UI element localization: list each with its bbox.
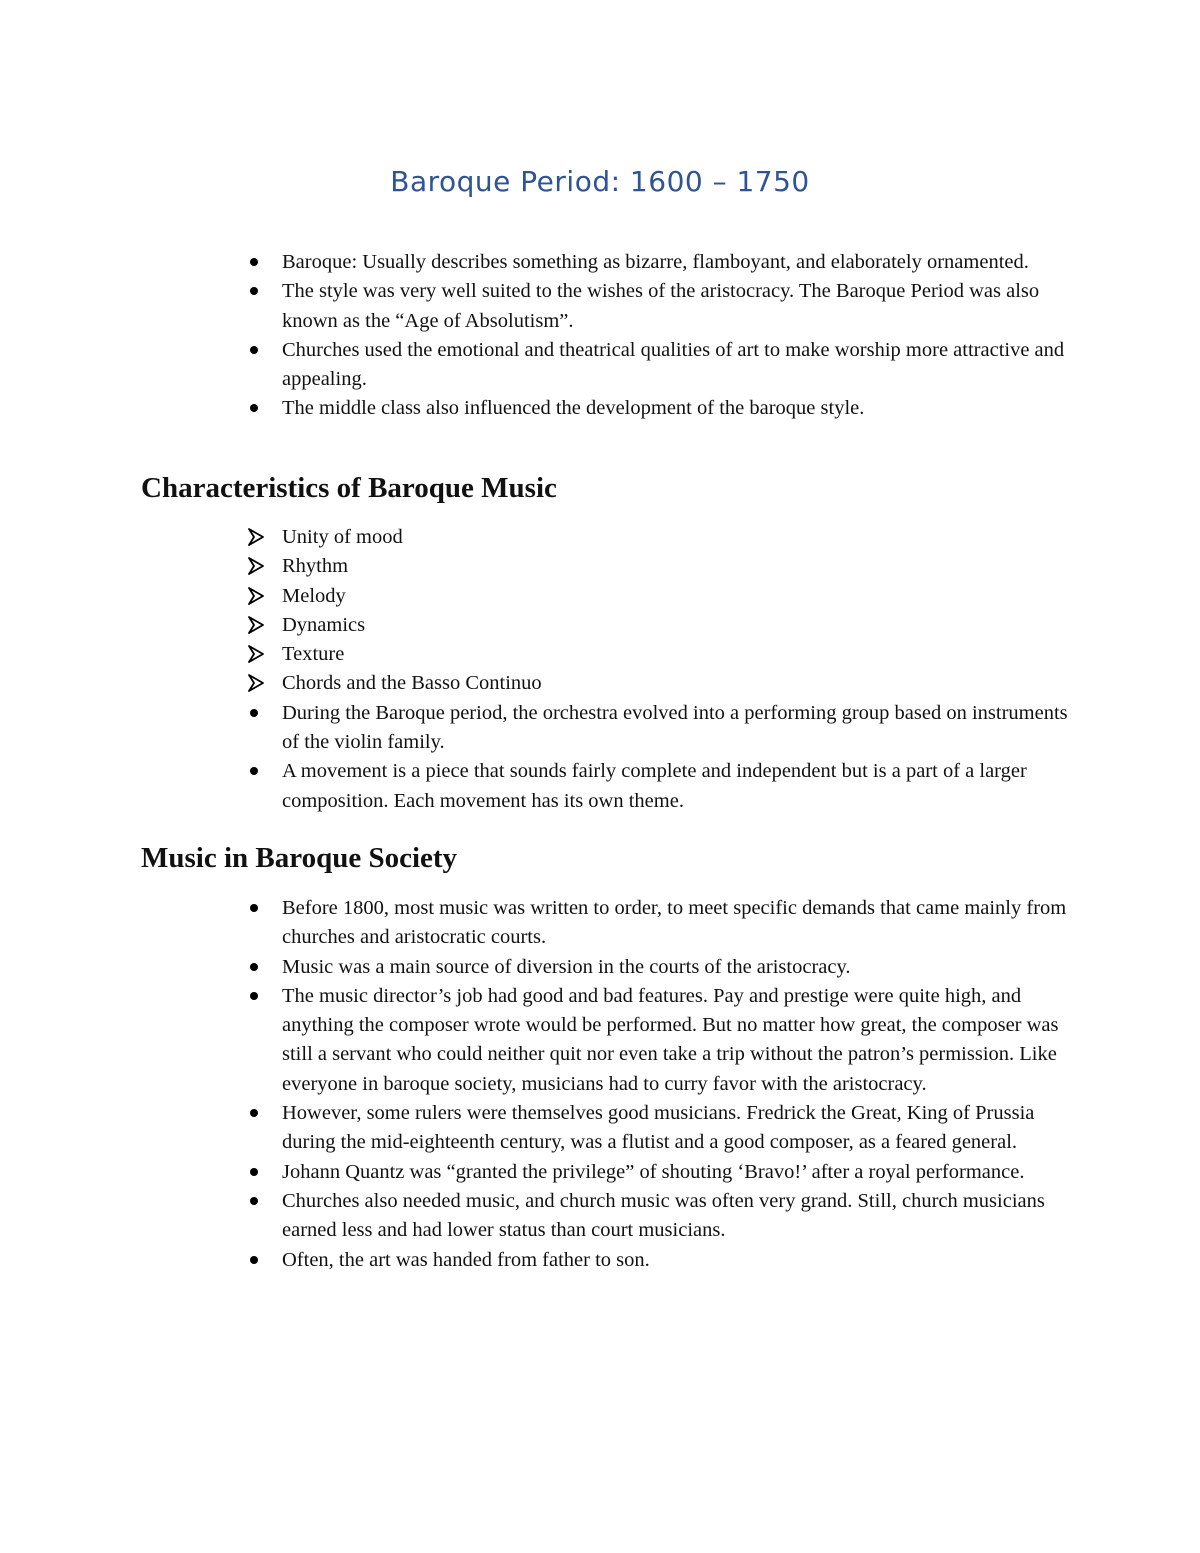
intro-list [0,248,1100,424]
bullet-icon [248,394,268,423]
list-item [0,582,1072,611]
list-item-text: Before 1800, most music was written to order, to meet specific demands that came mainly from churches and aristocratic courts. [282,897,1067,949]
list-item [0,336,1072,395]
list-item [0,640,1072,669]
arrow-bullet-icon [248,523,268,552]
list-item [0,552,1072,581]
bullet-icon [248,1187,268,1216]
list-item [0,1246,1072,1275]
list-item [0,611,1072,640]
list-item-text: Texture [282,643,345,666]
document-title: Baroque Period: 1600 – 1750 [390,165,810,198]
list-item-text: Chords and the Basso Continuo [282,672,542,695]
bullet-icon [248,953,268,982]
list-item [0,394,1072,423]
list-item [0,757,1072,816]
list-item [0,248,1072,277]
bullet-icon [248,1246,268,1275]
list-item-text: A movement is a piece that sounds fairly complete and independent but is a part of a larger composition. Each movement has its own theme. [282,760,1027,812]
list-item-text: Dynamics [282,613,366,636]
section-heading-characteristics: Characteristics of Baroque Music [141,472,557,504]
bullet-icon [248,699,268,728]
list-item-text: Churches also needed music, and church music was often very grand. Still, church musicians earned less and had lower status than court musicians. [282,1189,1045,1242]
list-item-text: The music director’s job had good and bad features. Pay and prestige were quite high, and anything the composer wrote would be performed. But no matter how great, the composer was still a servant who could neither quit nor even take a trip without the patron’s permission. Like everyone in baroque society, musicians had to curry favor with the aristocracy. [282,984,1059,1095]
arrow-bullet-icon [248,640,268,669]
characteristics-list [0,523,1100,816]
list-item [0,1187,1072,1246]
arrow-bullet-icon [248,582,268,611]
section-heading-society: Music in Baroque Society [141,842,458,874]
list-item-text: The style was very well suited to the wishes of the aristocracy. The Baroque Period was also known as the “Age of Absolutism”. [282,280,1040,332]
society-list [0,894,1100,1275]
arrow-bullet-icon [248,611,268,640]
list-item [0,894,1072,953]
bullet-icon [248,894,268,923]
arrow-bullet-icon [248,552,268,581]
list-item-text: Rhythm [282,555,349,578]
list-item-text: Churches used the emotional and theatrical qualities of art to make worship more attractive and appealing. [282,338,1065,391]
list-item [0,982,1072,1099]
list-item [0,953,1072,982]
list-item [0,1158,1072,1187]
list-item [0,277,1072,336]
bullet-icon [248,982,268,1011]
bullet-icon [248,1099,268,1128]
list-item-text: Baroque: Usually describes something as bizarre, flamboyant, and elaborately ornamented. [282,251,1029,273]
list-item-text: The middle class also influenced the development of the baroque style. [282,397,865,420]
bullet-icon [248,1158,268,1187]
bullet-icon [248,248,268,277]
list-item-text: However, some rulers were themselves good musicians. Fredrick the Great, King of Prussia during the mid-eighteenth century, was a flutist and a good composer, as a feared general. [282,1102,1035,1154]
arrow-bullet-icon [248,669,268,698]
list-item [0,699,1072,758]
bullet-icon [248,277,268,306]
list-item-text: During the Baroque period, the orchestra evolved into a performing group based on instruments of the violin family. [282,701,1068,754]
list-item [0,669,1072,698]
list-item-text: Melody [282,584,346,607]
list-item [0,1099,1072,1158]
list-item-text: Unity of mood [282,526,403,548]
list-item [0,523,1072,552]
list-item-text: Often, the art was handed from father to son. [282,1248,650,1271]
bullet-icon [248,757,268,786]
list-item-text: Johann Quantz was “granted the privilege” of shouting ‘Bravo!’ after a royal performance. [282,1160,1025,1183]
list-item-text: Music was a main source of diversion in the courts of the aristocracy. [282,955,851,978]
bullet-icon [248,336,268,365]
